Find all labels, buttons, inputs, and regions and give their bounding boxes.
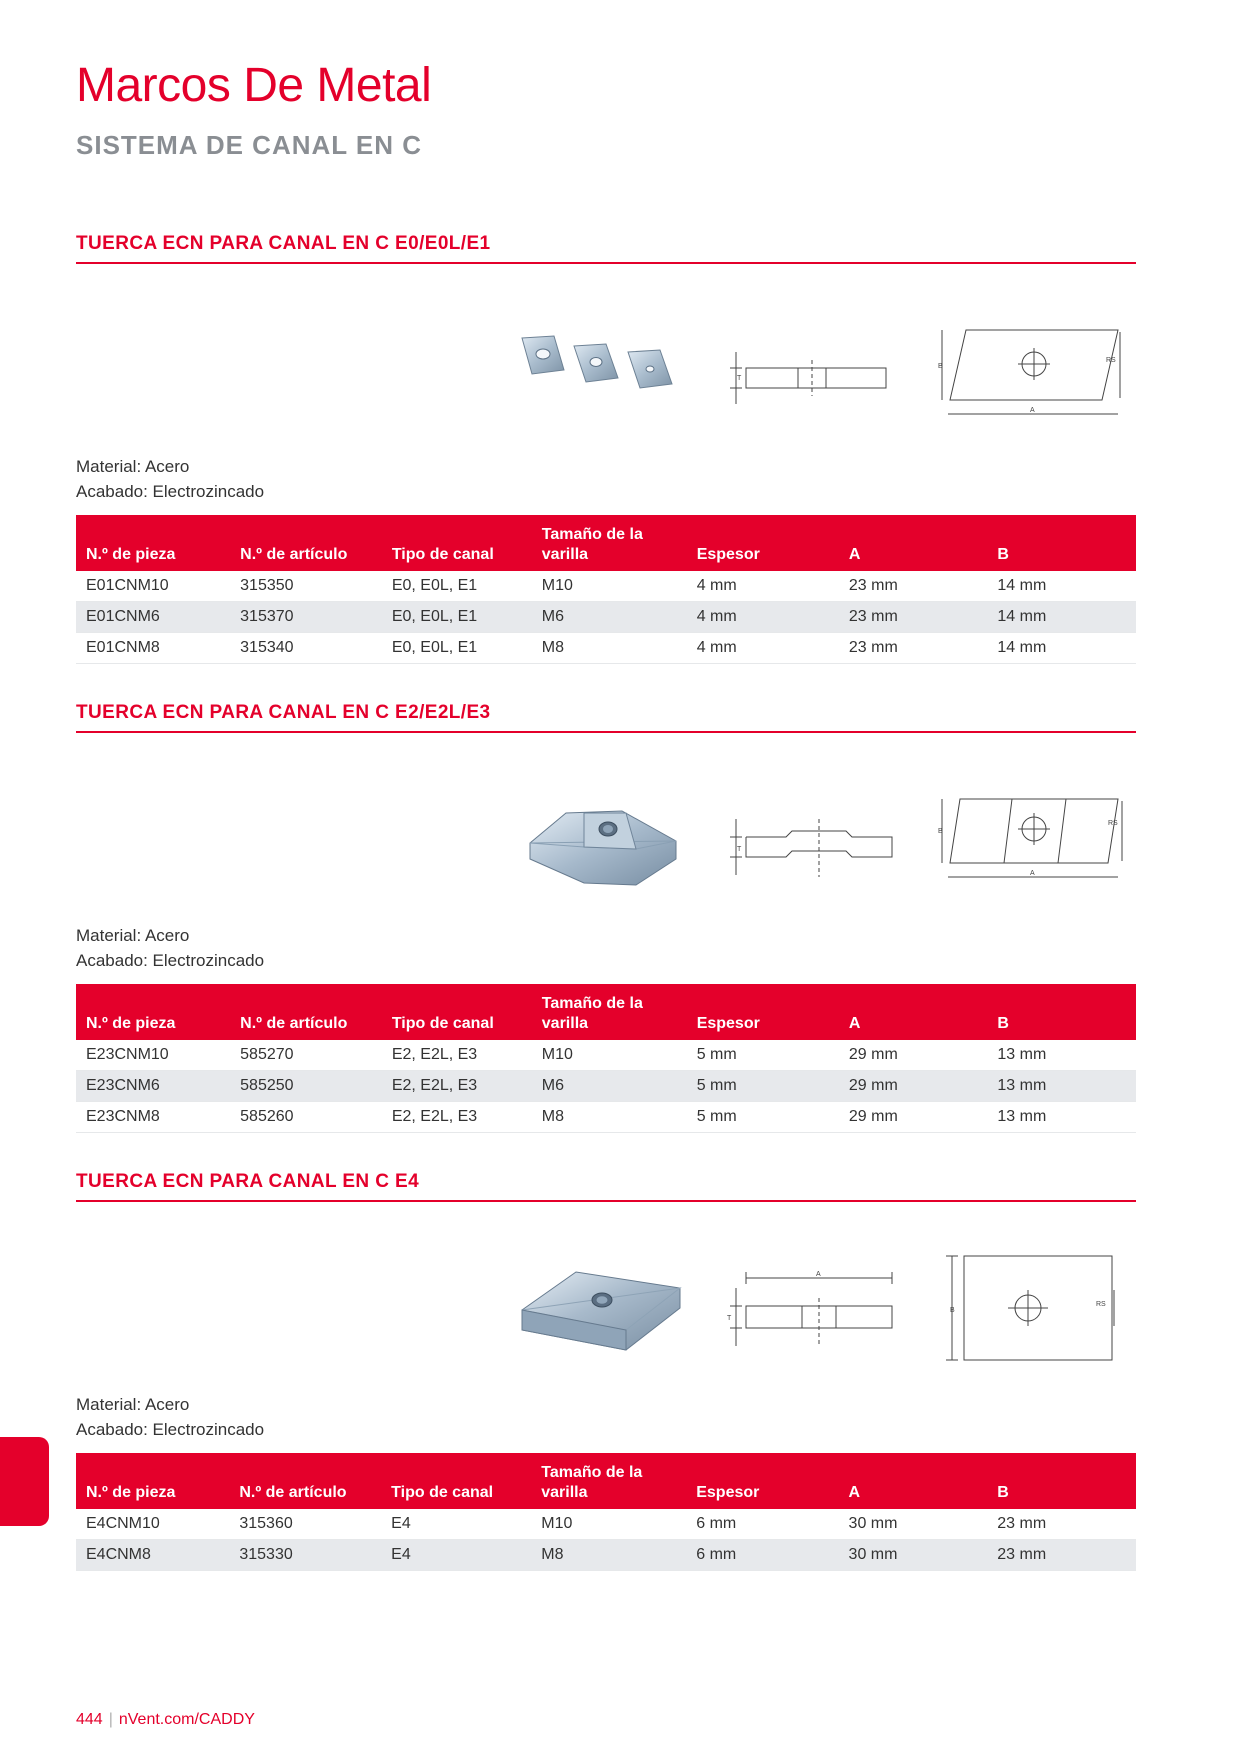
cell: 13 mm	[987, 1040, 1136, 1071]
top-view-drawing	[938, 793, 1128, 893]
dimension-label-a: A	[1030, 406, 1035, 414]
product-figures	[76, 264, 1136, 454]
col-channel-type: Tipo de canal	[382, 984, 532, 1040]
cell: 315360	[229, 1509, 381, 1540]
col-a: A	[839, 984, 988, 1040]
section-e4	[76, 1172, 1136, 1571]
table-row	[76, 1101, 1136, 1132]
cell: E4CNM8	[76, 1539, 229, 1570]
cell: 4 mm	[687, 632, 839, 663]
side-tab-marker	[0, 1437, 49, 1526]
material-text: Material: Acero	[76, 925, 190, 945]
col-rod-size: Tamaño de la varilla	[532, 515, 687, 571]
col-article-number: N.º de artículo	[230, 515, 382, 571]
cell: 30 mm	[839, 1539, 988, 1570]
material-text: Material: Acero	[76, 1394, 190, 1414]
cell: M10	[532, 571, 687, 602]
table-row	[76, 571, 1136, 602]
spec-table	[76, 515, 1136, 664]
dimension-label-t: T	[737, 845, 742, 853]
cell: 5 mm	[687, 1040, 839, 1071]
cell: E0, E0L, E1	[382, 632, 532, 663]
col-thickness: Espesor	[686, 1453, 838, 1509]
cell: 315340	[230, 632, 382, 663]
cell: 29 mm	[839, 1070, 988, 1101]
cell: E0, E0L, E1	[382, 601, 532, 632]
cell: E23CNM8	[76, 1101, 230, 1132]
cell: M8	[531, 1539, 686, 1570]
side-view-drawing	[726, 346, 896, 416]
cell: E23CNM10	[76, 1040, 230, 1071]
cell: E4CNM10	[76, 1509, 229, 1540]
cell: 23 mm	[987, 1509, 1136, 1540]
cell: M8	[532, 632, 687, 663]
dimension-label-t: T	[727, 1314, 732, 1322]
page-title: Marcos De Metal	[76, 59, 432, 112]
page-number: 444	[76, 1711, 103, 1728]
cell: M10	[532, 1040, 687, 1071]
table-row	[76, 1539, 1136, 1570]
col-a: A	[839, 515, 988, 571]
col-rod-size: Tamaño de la varilla	[531, 1453, 686, 1509]
product-photo	[516, 1264, 696, 1374]
section-title: TUERCA ECN PARA CANAL EN C E2/E2L/E3	[76, 703, 1136, 733]
cell: 30 mm	[839, 1509, 988, 1540]
table-row	[76, 601, 1136, 632]
dimension-label-rs: RS	[1106, 356, 1116, 364]
cell: M6	[532, 1070, 687, 1101]
dimension-label-b: B	[938, 827, 943, 835]
table-row	[76, 632, 1136, 663]
footer	[76, 1711, 255, 1729]
dimension-label-a: A	[1030, 869, 1035, 877]
section-e2-e2l-e3	[76, 703, 1136, 1133]
product-figures	[76, 733, 1136, 923]
dimension-label-b: B	[950, 1306, 955, 1314]
top-view-drawing	[938, 1250, 1128, 1370]
col-part-number: N.º de pieza	[76, 984, 230, 1040]
col-part-number: N.º de pieza	[76, 515, 230, 571]
finish-text: Acabado: Electrozincado	[76, 950, 265, 970]
cell: 6 mm	[686, 1509, 838, 1540]
dimension-label-a: A	[816, 1270, 821, 1278]
dimension-label-b: B	[938, 362, 943, 370]
spec-table	[76, 1453, 1136, 1571]
col-b: B	[987, 984, 1136, 1040]
dimension-label-rs: RS	[1096, 1300, 1106, 1308]
cell: E01CNM10	[76, 571, 230, 602]
cell: M8	[532, 1101, 687, 1132]
cell: E0, E0L, E1	[382, 571, 532, 602]
side-view-drawing	[726, 811, 906, 891]
product-figures	[76, 1202, 1136, 1392]
cell: E01CNM8	[76, 632, 230, 663]
cell: 585260	[230, 1101, 382, 1132]
product-photo	[516, 334, 696, 414]
spec-table	[76, 984, 1136, 1133]
cell: 585270	[230, 1040, 382, 1071]
col-rod-size: Tamaño de la varilla	[532, 984, 687, 1040]
cell: 13 mm	[987, 1070, 1136, 1101]
footer-link[interactable]: nVent.com/CADDY	[118, 1711, 255, 1728]
cell: M6	[532, 601, 687, 632]
cell: E23CNM6	[76, 1070, 230, 1101]
col-b: B	[987, 1453, 1136, 1509]
section-title: TUERCA ECN PARA CANAL EN C E0/E0L/E1	[76, 234, 1136, 264]
cell: 6 mm	[686, 1539, 838, 1570]
cell: 585250	[230, 1070, 382, 1101]
cell: 13 mm	[987, 1101, 1136, 1132]
cell: 29 mm	[839, 1040, 988, 1071]
table-row	[76, 1509, 1136, 1540]
cell: E2, E2L, E3	[382, 1101, 532, 1132]
cell: 5 mm	[687, 1101, 839, 1132]
footer-separator: |	[108, 1711, 113, 1728]
cell: M10	[531, 1509, 686, 1540]
col-article-number: N.º de artículo	[230, 984, 382, 1040]
cell: 14 mm	[987, 601, 1136, 632]
cell: 5 mm	[687, 1070, 839, 1101]
table-header-row	[76, 984, 1136, 1040]
cell: E2, E2L, E3	[382, 1040, 532, 1071]
col-article-number: N.º de artículo	[229, 1453, 381, 1509]
cell: 315350	[230, 571, 382, 602]
cell: 14 mm	[987, 571, 1136, 602]
cell: 4 mm	[687, 601, 839, 632]
cell: E2, E2L, E3	[382, 1070, 532, 1101]
col-part-number: N.º de pieza	[76, 1453, 229, 1509]
top-view-drawing	[938, 324, 1128, 424]
cell: 23 mm	[839, 632, 988, 663]
product-photo	[526, 803, 706, 903]
table-header-row	[76, 515, 1136, 571]
cell: 4 mm	[687, 571, 839, 602]
col-thickness: Espesor	[687, 984, 839, 1040]
cell: 315370	[230, 601, 382, 632]
table-row	[76, 1040, 1136, 1071]
col-b: B	[987, 515, 1136, 571]
cell: 14 mm	[987, 632, 1136, 663]
finish-text: Acabado: Electrozincado	[76, 1419, 265, 1439]
side-view-drawing	[726, 1264, 906, 1364]
cell: 23 mm	[987, 1539, 1136, 1570]
section-e0-e0l-e1	[76, 234, 1136, 664]
cell: 315330	[229, 1539, 381, 1570]
cell: 23 mm	[839, 571, 988, 602]
material-text: Material: Acero	[76, 456, 190, 476]
col-channel-type: Tipo de canal	[382, 515, 532, 571]
dimension-label-rs: RS	[1108, 819, 1118, 827]
col-channel-type: Tipo de canal	[381, 1453, 531, 1509]
cell: 29 mm	[839, 1101, 988, 1132]
cell: E4	[381, 1509, 531, 1540]
col-thickness: Espesor	[687, 515, 839, 571]
col-a: A	[839, 1453, 988, 1509]
table-header-row	[76, 1453, 1136, 1509]
cell: 23 mm	[839, 601, 988, 632]
dimension-label-t: T	[737, 374, 742, 382]
cell: E4	[381, 1539, 531, 1570]
section-title: TUERCA ECN PARA CANAL EN C E4	[76, 1172, 1136, 1202]
cell: E01CNM6	[76, 601, 230, 632]
page-subtitle: SISTEMA DE CANAL EN C	[76, 130, 423, 160]
table-row	[76, 1070, 1136, 1101]
finish-text: Acabado: Electrozincado	[76, 481, 265, 501]
